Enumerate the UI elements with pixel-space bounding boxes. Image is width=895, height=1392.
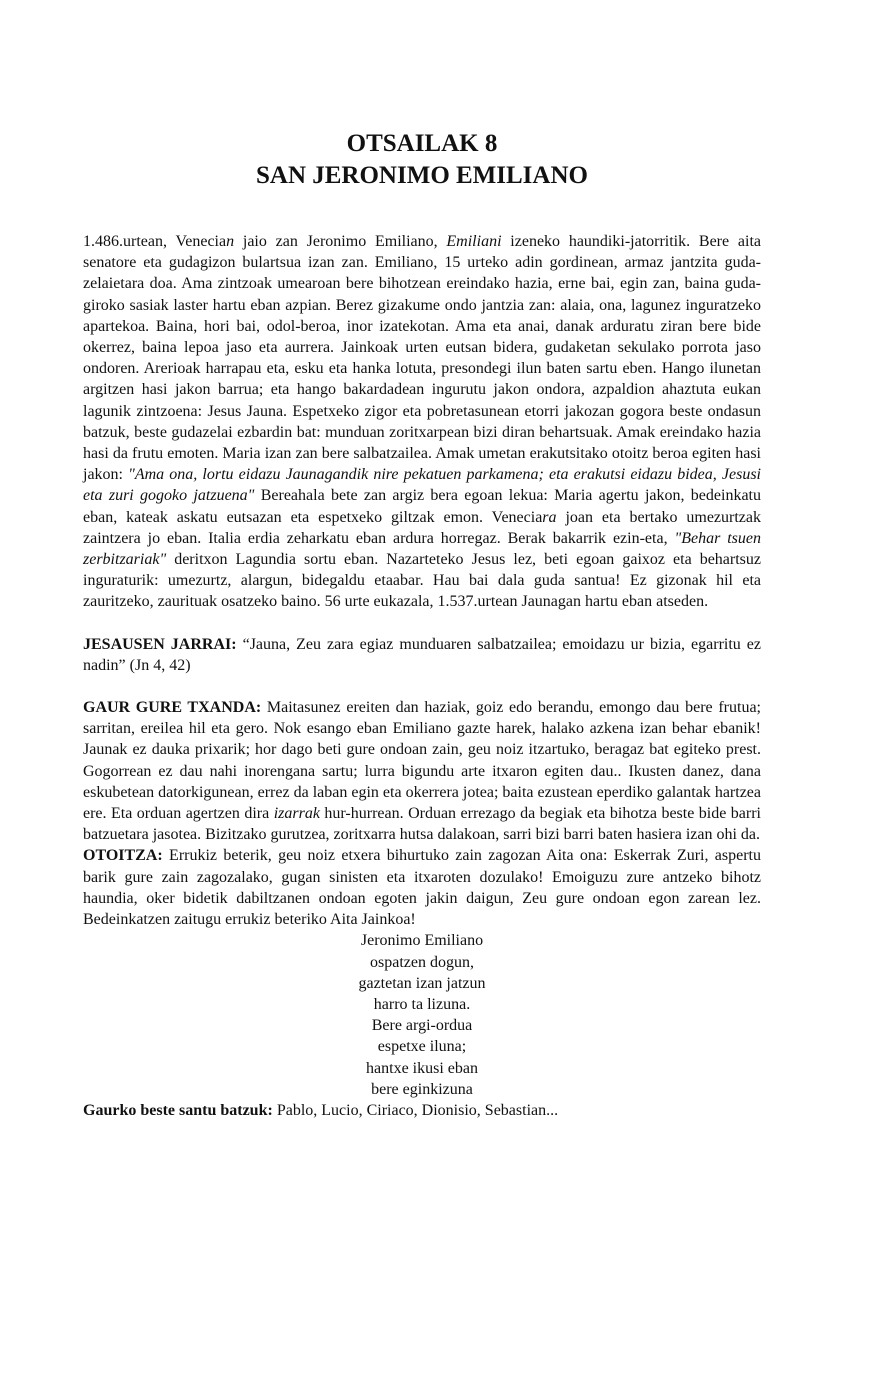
- intro-italic: n: [226, 233, 235, 250]
- poem-line: espetxe iluna;: [377, 1038, 467, 1056]
- poem-line: harro ta lizuna.: [373, 995, 471, 1013]
- poem: [83, 930, 761, 1100]
- intro-quote: "Ama ona, lortu eidazu Jaunagandik nire pekatuen parkamena; eta erakutsi eidazu bidea, Jesusi eta zuri gogoko jatzuena": [83, 466, 761, 505]
- gaur-text: Maitasunez ereiten dan haziak, goiz edo berandu, emongo dau bere frutua; sarritan, ereilea hil eta gero. Nok esango eban Emiliano gazte harek, halako azkena izan behar ebanik! Jaunak ez dauka prixarik; hor dago beti gure ondoan zain, geu noiz itzartuko, beragaz bat egiteko prest. Gogorrean ez dau nahi inorengana sartu; lurra bigundu arte itxaron egiten dau.. Ikusten danez, dana eskubetean datorkigunean, errez da laban egin eta okerrera jotea; baita ezustean eperdiko galantak hartzea ere. Eta orduan agertzen dira: [83, 699, 761, 823]
- title-saint-name: SAN JERONIMO EMILIANO: [256, 162, 588, 189]
- page-title: [83, 128, 761, 192]
- gaur-paragraph: [83, 697, 761, 845]
- intro-text: izeneko haundiki-jatorritik. Bere aita senatore eta gudagizon bulartsua izan zan. Emiliano, 15 urteko adin gordinean, armaz jantzita guda-zelaietara doa. Ama zintzoak umearoan bere bihotzean ereindako hazia, erne bai, egin zan, baina guda-giroko sasiak laster hartu eban azpian. Berez gizakume ondo jantzia zan: alaia, ona, lagunez inguratzeko apartekoa. Baina, hori bai, odol-beroa, inor izatekotan. Ama eta anai, danak arduratu ziran bere bide okerrez, baina lepoa jaso eta aurrera. Jainkoak urten eutsan bidera, gudaketan sekulako porrota jaso ondoren. Arerioak harrapau eta, esku eta hanka lotuta, presondegi ilun baten sartu eben. Hango ilunetan argitzen hasi jakon barrua; eta hango bakardadean ingurutu jakon ondora, azpaldion ahaztuta eukan lagunik zintzoena: Jesus Jauna. Espetxeko zigor eta pobretasunean etorri jakozan gogora beste ondasun batzuk, beste gudazelai ezbardin bat: munduan zoritxarpean bizi diran behartsuak. Amak ereindako hazia hasi da frutu emoten. Maria izan zan bere salbatzailea. Amak umetan erakutsitako otoitz beroa egiten hasi jakon:: [83, 233, 761, 484]
- title-date: OTSAILAK 8: [346, 130, 498, 157]
- intro-text: joan eta bertako umezurtzak zaintzera jo eban. Italia erdia zeharkatu eban ardura horregaz. Berak bakarrik ezin-eta,: [83, 508, 761, 547]
- other-saints-paragraph: [83, 1100, 761, 1121]
- poem-line: gaztetan izan jatzun: [358, 974, 486, 992]
- other-saints-label: Gaurko beste santu batzuk:: [83, 1101, 273, 1119]
- otoitza-paragraph: [83, 845, 761, 930]
- other-saints-text: Pablo, Lucio, Ciriaco, Dionisio, Sebastian...: [272, 1101, 559, 1119]
- poem-line: Jeronimo Emiliano: [360, 932, 484, 950]
- poem-line: ospatzen dogun,: [370, 953, 474, 971]
- intro-italic: Emiliani: [446, 233, 502, 250]
- gaur-label: GAUR GURE TXANDA:: [83, 699, 262, 717]
- intro-italic: ra: [542, 508, 557, 526]
- intro-text: Bereahala bete zan argiz bera egoan lekua: Maria agertu jakon, bedeinkatu eban, kateak askatu eutsazan eta espetxeko giltzak emon. Venecia: [83, 487, 761, 526]
- jesausen-text: “Jauna, Zeu zara egiaz munduaren salbatzailea; emoidazu ur bizia, egarritu ez nadin” (Jn 4, 42): [83, 635, 762, 674]
- intro-text: 1.486.urtean, Venecia: [83, 233, 227, 250]
- poem-line: Bere argi-ordua: [371, 1017, 473, 1035]
- intro-quote: "Behar tsuen zerbitzariak": [83, 529, 762, 569]
- document-page: [83, 128, 761, 1121]
- poem-line: bere eginkizuna: [371, 1080, 473, 1098]
- gaur-italic: izarrak: [273, 805, 320, 823]
- intro-text: jaio zan Jeronimo Emiliano,: [234, 233, 447, 250]
- jesausen-paragraph: [83, 634, 761, 676]
- intro-paragraph: [83, 231, 761, 613]
- poem-line: hantxe ikusi eban: [366, 1059, 478, 1077]
- otoitza-text: Errukiz beterik, geu noiz etxera bihurtuko zain zagozan Aita ona: Eskerrak Zuri, aspertu barik gure zain zagozalako, gugan sinisten eta itxaroten dozulako! Emoiguzu zure antzeko bihotz haundia, oker bidetik dabiltzanen ondoan egoten jakin daigun, Zeu gure ondoan egon zarean lez. Bedeinkatzen zaitugu errukiz beteriko Aita Jainkoa!: [83, 847, 761, 929]
- otoitza-label: OTOITZA:: [83, 847, 163, 865]
- jesausen-label: JESAUSEN JARRAI:: [83, 635, 237, 653]
- intro-text: deritxon Lagundia sortu eban. Nazarteteko Jesus lez, beti egoan gaixoz eta behartsuz inguraturik: umezurtz, alargun, bidegaldu etaabar. Hau bai dala guda santua! Ez gizonak hil eta zauritzeko, zaurituak osatzeko baino. 56 urte eukazala, 1.537.urtean Jaunagan hartu eban atseden.: [83, 551, 761, 611]
- gaur-text: hur-hurrean. Orduan errezago da begiak eta bihotza beste bide barri batzuetara jasotea. Bizitzako gurutzea, zoritxarra hutsa dalakoan, sarri bizi barri baten hasiera izan ohi da.: [83, 805, 762, 844]
